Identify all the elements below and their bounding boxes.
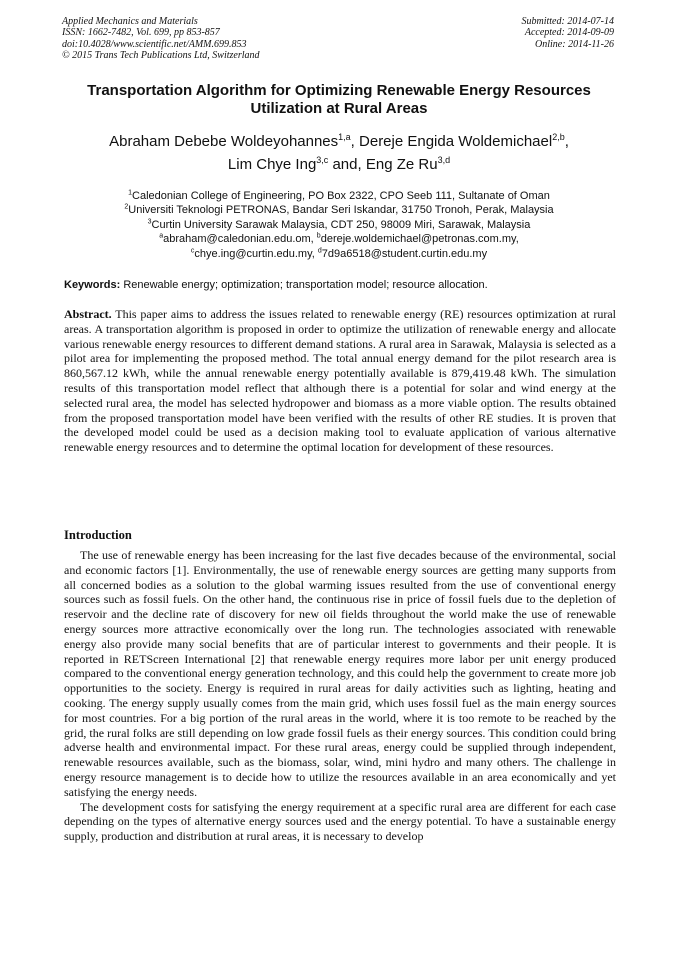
author-name: Dereje Engida Woldemichael (359, 133, 553, 150)
affiliation-text: Curtin University Sarawak Malaysia, CDT 250, 98009 Miri, Sarawak, Malaysia (151, 218, 531, 231)
affiliation-line (60, 203, 618, 217)
email-address[interactable]: chye.ing@curtin.edu.my, (194, 247, 315, 260)
affil-mark: 1 (128, 189, 133, 197)
submitted-date: Submitted: 2014-07-14 (521, 16, 614, 27)
journal-issn: ISSN: 1662-7482, Vol. 699, pp 853-857 (62, 27, 220, 39)
author-affil-mark: 3,c (316, 155, 329, 165)
email-line-1 (60, 232, 618, 246)
author-affil-mark: 1,a (338, 132, 351, 142)
email-address[interactable]: 7d9a6518@student.curtin.edu.my (321, 247, 488, 260)
accepted-date: Accepted: 2014-09-09 (524, 27, 614, 39)
affil-mark: 2 (124, 203, 129, 211)
keywords-label: Keywords: (64, 279, 121, 291)
author-conjunction: and, (332, 156, 362, 173)
author-affil-mark: 3,d (437, 155, 451, 165)
affiliation-line (60, 189, 618, 203)
title-line-1: Transportation Algorithm for Optimizing Renewable Energy Resources (87, 82, 591, 99)
email-mark: c (190, 246, 195, 254)
affiliations (60, 189, 618, 261)
email-address[interactable]: dereje.woldemichael@petronas.com.my, (320, 233, 519, 246)
journal-copyright: © 2015 Trans Tech Publications Ltd, Switzerland (62, 50, 260, 62)
keywords (64, 278, 616, 292)
affiliation-line (60, 218, 618, 232)
journal-info (62, 16, 260, 62)
affiliation-text: Universiti Teknologi PETRONAS, Bandar Seri Iskandar, 31750 Tronoh, Perak, Malaysia (128, 204, 554, 217)
section-heading-introduction: Introduction (64, 528, 132, 542)
authors-line-2 (60, 153, 618, 176)
email-line-2 (60, 247, 618, 261)
email-mark: d (317, 246, 322, 254)
abstract (64, 307, 616, 455)
journal-name: Applied Mechanics and Materials (62, 16, 198, 27)
email-mark: a (159, 232, 164, 240)
keywords-text: Renewable energy; optimization; transportation model; resource allocation. (123, 279, 488, 291)
paragraph: The development costs for satisfying the energy requirement at a specific rural area are different for each case depending on the types of alternative energy sources used and the energy potential. To have a sustainable energy supply, production and distribution at rural areas, it is necessary to develop (64, 799, 616, 844)
author-name: Lim Chye Ing (227, 156, 317, 173)
journal-doi[interactable]: doi:10.4028/www.scientific.net/AMM.699.853 (62, 38, 247, 50)
author-name: Abraham Debebe Woldeyohannes (109, 133, 339, 150)
authors-line-1: Abraham Debebe Woldeyohannes$^{1,a}$, Dereje Engida Woldemichael$^{2,b}$, (109, 132, 569, 150)
author-affil-mark: 2,b (552, 132, 565, 142)
email-address[interactable]: abraham@caledonian.edu.om, (163, 233, 314, 246)
online-date: Online: 2014-11-26 (535, 38, 614, 50)
abstract-text: This paper aims to address the issues related to renewable energy (RE) resources optimization at rural areas. A transportation algorithm is proposed in order to optimize the utilization of renewable energy and allocate various renewable energy resources to different demand stations. A rural area in Sarawak, Malaysia is selected as a pilot area for implementing the proposed method. The total annual energy demand for the pilot research area is 860,567.12 kWh, while the annual renewable energy potentially available is 879,419.48 kWh. The simulation results of this transportation model reflect that although there is a potential for solar and wind energy at the selected rural area, the model has selected hydropower and biomass as a more viable option. The results obtained from the proposed transportation model have been verified with the results of other RE studies. It is proven that the developed model could be used as a decision making tool to evaluate application of various alternative renewable energy resources and to determine the optimal location for development of these resources. (64, 307, 616, 455)
abstract-label: Abstract. (64, 307, 112, 321)
paragraph: The use of renewable energy has been increasing for the last five decades because of the environmental, social and economic factors [1]. Environmentally, the use of renewable energy sources are getting many supports from all concerned bodies as a solution to the global warming issues resulted from the use of conventional energy sources such as fossil fuels. On the other hand, the continuous rise in price of fossil fuels due to the depletion of reservoir and the decline rate of discovery for new oil fields throughout the world make the use of renewable energy sources more attractive economically over the long run. The technologies associated with renewable energy also provide many social benefits that are of particular interest to governments and their people. It is reported in RETScreen International [2] that renewable energy requires more labor per unit energy produced compared to the conventional energy generation technology, and this could help the government to create more job opportunities to the society. Energy is required in rural areas for daily activities such as lighting, heating and cooking. The energy supply usually comes from the main grid, which uses fossil fuel as the main energy sources for most countries. For a big portion of the rural areas in the world, where it is too remote to be reached by the grid, the rural folks are still depending on low grade fossil fuels as their energy sources. This condition could bring adverse health and environmental impact. For these rural areas, energy could be supplied through independent, renewable resources available, such as the biomass, solar, wind, mini hydro and many others. The challenge in energy resource management is to decide how to utilize the resources available in an area economically and yet satisfying the energy needs. (64, 548, 616, 799)
author-name: Eng Ze Ru (365, 156, 438, 173)
paper-title (60, 82, 618, 118)
author-list (60, 130, 618, 176)
affil-mark: 3 (147, 218, 152, 226)
introduction-body (64, 548, 616, 844)
email-mark: b (316, 232, 321, 240)
title-line-2: Utilization at Rural Areas (250, 100, 428, 117)
submission-dates (522, 16, 615, 50)
affiliation-text: Caledonian College of Engineering, PO Box 2322, CPO Seeb 111, Sultanate of Oman (132, 190, 550, 202)
